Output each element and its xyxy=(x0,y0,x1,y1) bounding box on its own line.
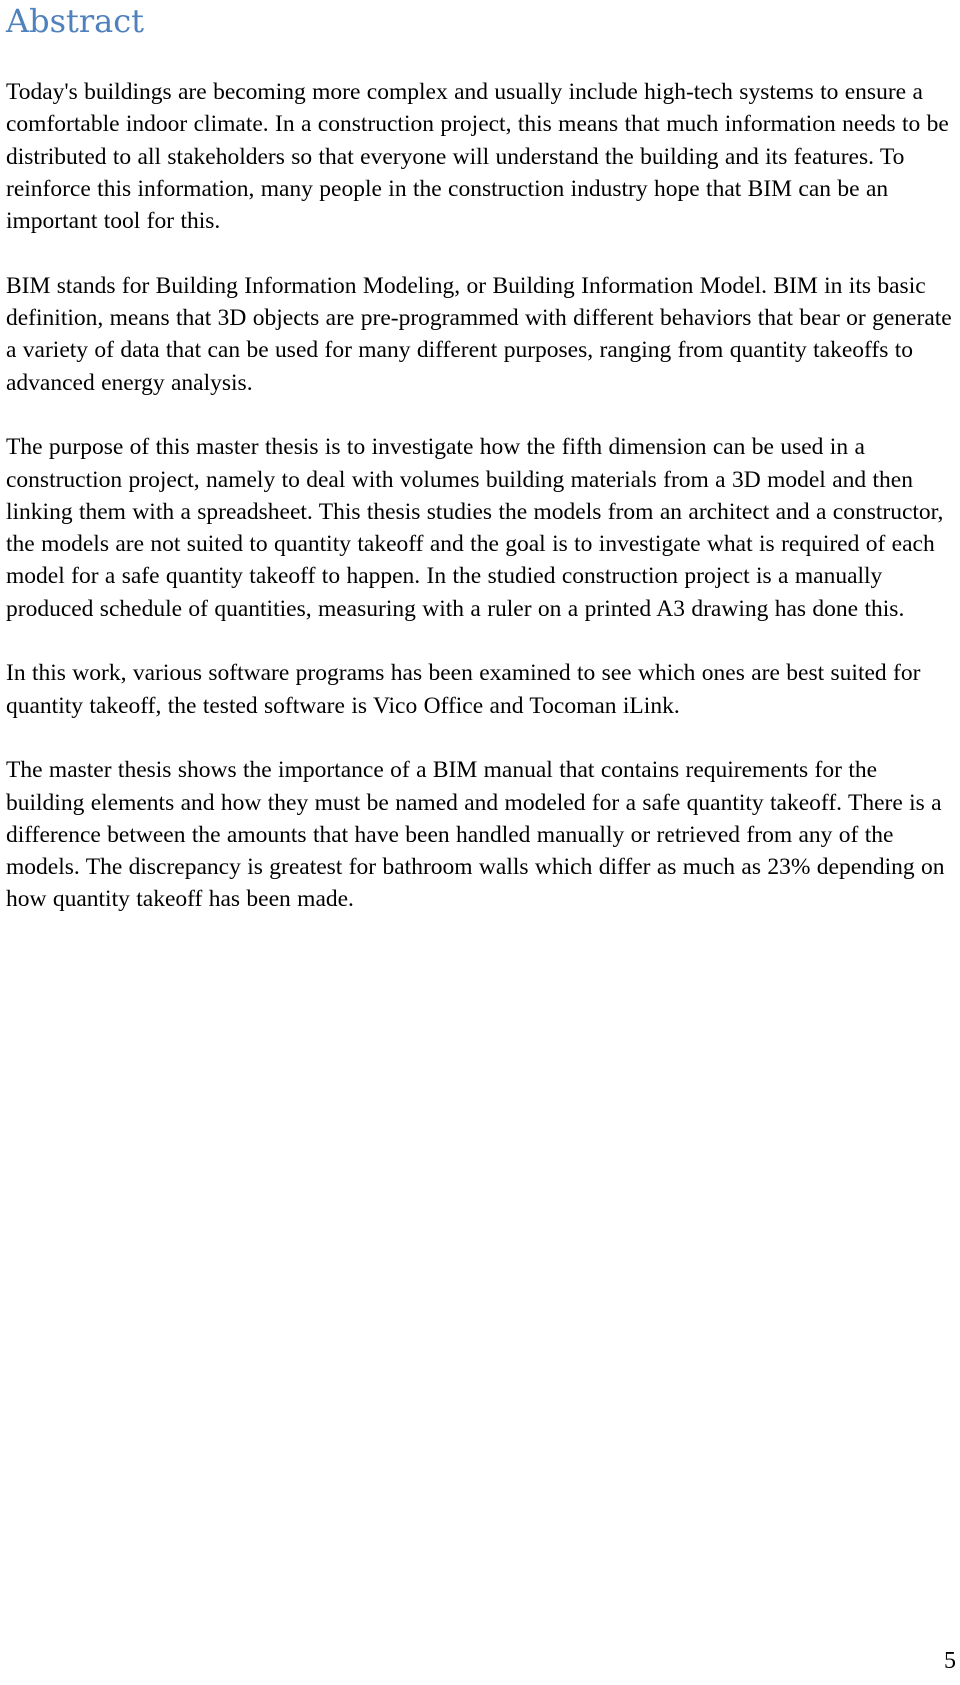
paragraph-intro: Today's buildings are becoming more complex and usually include high-tech systems to ensure a comfortable indoor climate. In a construction project, this means that much information needs to be distributed to all stakeholders so that everyone will understand the building and its features. To reinforce this information, many people in the construction industry hope that BIM can be an important tool for this. xyxy=(6,79,949,235)
section-heading: Abstract xyxy=(6,2,145,40)
abstract-body xyxy=(6,76,954,948)
paragraph-bim-definition: BIM stands for Building Information Modeling, or Building Information Model. BIM in its basic definition, means that 3D objects are pre-programmed with different behaviors that bear or generate a variety of data that can be used for many different purposes, ranging from quantity takeoffs to advanced energy analysis. xyxy=(6,272,952,396)
paragraph-software: In this work, various software programs has been examined to see which ones are best suited for quantity takeoff, the tested software is Vico Office and Tocoman iLink. xyxy=(6,660,921,719)
page-number: 5 xyxy=(944,1648,956,1674)
paragraph-conclusion: The master thesis shows the importance of a BIM manual that contains requirements for the building elements and how they must be named and modeled for a safe quantity takeoff. There is a difference between the amounts that have been handled manually or retrieved from any of the models. The discrepancy is greatest for bathroom walls which differ as much as 23% depending on how quantity takeoff has been made. xyxy=(6,757,945,913)
paragraph-purpose: The purpose of this master thesis is to investigate how the fifth dimension can be used in a construction project, namely to deal with volumes building materials from a 3D model and then linking them with a spreadsheet. This thesis studies the models from an architect and a constructor, the models are not suited to quantity takeoff and the goal is to investigate what is required of each model for a safe quantity takeoff to happen. In the studied construction project is a manually produced schedule of quantities, measuring with a ruler on a printed A3 drawing has done this. xyxy=(6,434,944,622)
